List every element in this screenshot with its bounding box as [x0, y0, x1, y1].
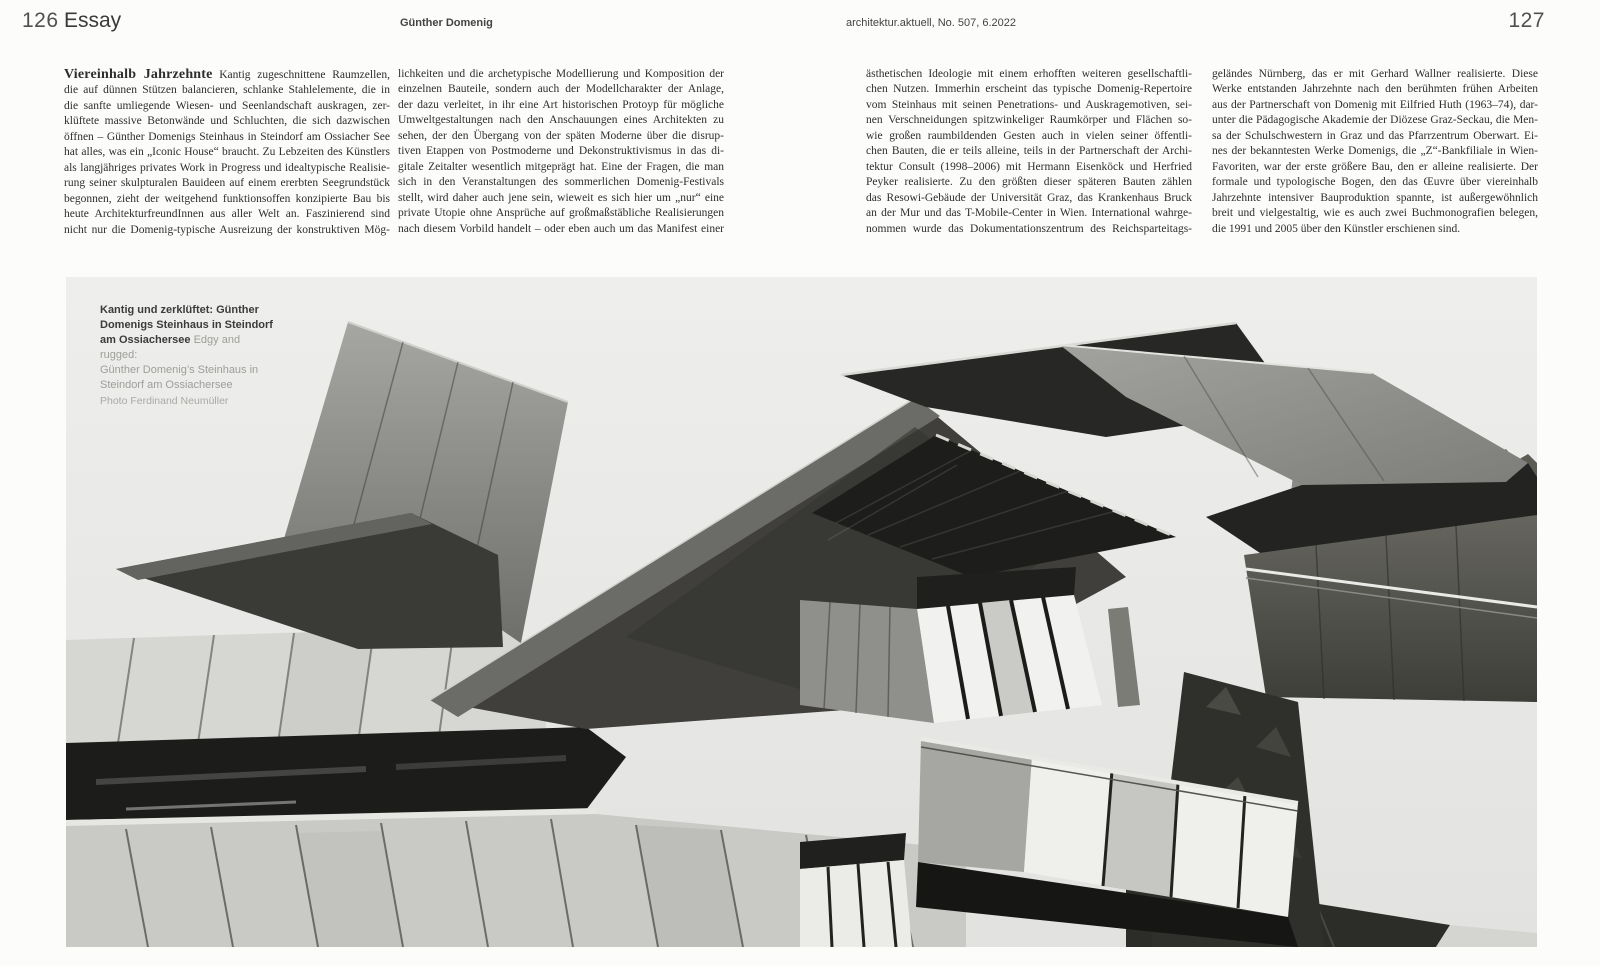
- steinhaus-photo: [66, 277, 1537, 947]
- text-line: öffnen – Günther Domenigs Steinhaus in Steindorf am Ossiacher See: [64, 130, 390, 143]
- text-line: chen Bauten, die er teils alleine, teils in der Partnerschaft der Archi-: [866, 145, 1192, 158]
- caption-photo-credit: Photo Ferdinand Neumüller: [100, 395, 229, 407]
- text-line: einzelnen Bauteile, sondern auch der Modellcharakter der Anlage,: [398, 83, 724, 96]
- text-line: die auf dünnen Stützen balancieren, schlanke Stahlelemente, die in: [64, 84, 390, 97]
- text-line: das Resowi-Gebäude der Universität Graz, das Krankenhaus Bruck: [866, 191, 1192, 204]
- caption-de-line: Domenigs Steinhaus in Steindorf: [100, 319, 273, 331]
- caption-mixed-line: [100, 333, 280, 363]
- caption-en-inline: Edgy and rugged:: [100, 334, 241, 361]
- caption-en-line: Steindorf am Ossiachersee: [100, 379, 233, 391]
- text-line: rung seiner skulpturalen Bauideen auf einem ererbten Seegrundstück: [64, 177, 390, 190]
- text-line: chen Nutzen. Immerhin erscheint das typische Domenig-Repertoire: [866, 83, 1192, 96]
- steinhaus-photo-art: [66, 277, 1537, 947]
- text-line: stellt, wird daher auch jene sein, wieweit es sich hier um „nur“ eine: [398, 191, 724, 204]
- section-title: Essay: [64, 9, 122, 32]
- text-line: sehen, der den Übergang von der späten Moderne über die disrup-: [398, 129, 724, 142]
- caption-de-last: am Ossiachersee: [100, 334, 191, 346]
- text-column-3: [866, 67, 1192, 237]
- page-header: [0, 0, 1600, 40]
- text-line: geländes Nürnberg, das er mit Gerhard Wallner realisierte. Diese: [1212, 68, 1538, 80]
- text-line: die 1991 und 2005 über den Künstler erschienen sind.: [1212, 222, 1461, 235]
- running-head-journal: architektur.aktuell, No. 507, 6.2022: [846, 17, 1016, 29]
- caption-en-line: Günther Domenig’s Steinhaus in: [100, 364, 259, 376]
- text-line: Peyker realisierte. Zu den größten dieser späteren Bauten zählen: [866, 176, 1192, 189]
- text-line: an der Mur und das T-Mobile-Center in Wien. International wahrge-: [866, 207, 1192, 220]
- text-line: vom Steinhaus mit seinen Penetrations- und Auskragemotiven, sei-: [866, 98, 1192, 111]
- text-line: tektur Consult (1998–2006) mit Hermann Eisenköck und Herfried: [866, 160, 1192, 173]
- window-band: [66, 727, 626, 820]
- text-line: der dazu verleitet, in ihr eine Art historischen Protoyp für mögliche: [398, 98, 724, 111]
- text-line: tiven Etappen von Postmoderne und Dekonstruktivismus in das di-: [398, 145, 724, 158]
- text-line: klüftete massive Betonwände und Schluchten, die sich dazwischen: [64, 115, 390, 128]
- text-line: wie großen raumbildenden Gesten auch in vielen seiner öffentli-: [866, 129, 1192, 142]
- text-line: hat alles, was ein „Iconic House“ braucht. Zu Lebzeiten des Künstlers: [64, 146, 390, 159]
- text-line: ästhetischen Ideologie mit einem erhofften weiteren gesellschaftli-: [866, 68, 1192, 80]
- text-column-4: [1212, 67, 1538, 237]
- text-column-2: [398, 67, 724, 237]
- text-line: heute ArchitekturfreundInnen aus aller Welt an. Faszinierend sind: [64, 208, 390, 221]
- text-line: nicht nur die Domenig-typische Ausreizung der konstruktiven Mög-: [64, 223, 390, 236]
- lead-in: Viereinhalb Jahrzehnte: [64, 67, 213, 82]
- text-line: lichkeiten und die archetypische Modellierung und Komposition der: [398, 68, 724, 80]
- text-line: private Utopie ohne Ansprüche auf großmaßstäbliche Realisierungen: [398, 207, 724, 220]
- page-number-right: 127: [1508, 9, 1545, 32]
- page-number-left: 126: [22, 9, 59, 32]
- caption-de-line: Kantig und zerklüftet: Günther: [100, 304, 259, 316]
- text-line: aus der Partnerschaft von Domenig mit Eilfried Huth (1963–74), dar-: [1212, 98, 1538, 111]
- text-line: nommen wurde das Dokumentationszentrum des Reichsparteitags-: [866, 222, 1192, 235]
- photo-caption: [100, 303, 280, 409]
- text-line: sich in den Veranstaltungen des sommerlichen Domenig-Festivals: [398, 176, 724, 189]
- text-column-1: [64, 67, 390, 238]
- text-line: unter die Pädagogische Akademie der Diözese Graz-Seckau, die Men-: [1212, 114, 1538, 127]
- text-line: Jahrzehnte intensiver Bauproduktion spannte, ist außergewöhnlich: [1212, 191, 1538, 204]
- text-line: begonnen, zieht der weitgehend funktionsoffen konzipierte Bau bis: [64, 192, 390, 205]
- text-line: Umweltgestaltungen nach den Anschauungen eines Architekten zu: [398, 114, 724, 127]
- text-line: sa der Schulschwestern in Graz und das Pfarrzentrum Oberwart. Ei-: [1212, 129, 1538, 142]
- text-line: breit und vielgestaltig, wie es auch zwei Buchmonografien belegen,: [1212, 207, 1538, 220]
- text-line: nen Verschneidungen spitzwinkeliger Raumkörper und Flächen so-: [866, 114, 1192, 127]
- text-line: die sanfte umliegende Wiesen- und Seenlandschaft auskragen, zer-: [64, 99, 390, 112]
- running-head-author: Günther Domenig: [400, 17, 493, 29]
- text-line: formale und typologische Bogen, den das Œuvre über viereinhalb: [1212, 176, 1538, 189]
- first-line-rest: Kantig zugeschnittene Raumzellen,: [219, 69, 390, 81]
- first-line: [64, 67, 390, 83]
- text-line: Favoriten, war der erste größere Bau, den er alleine realisierte. Der: [1212, 160, 1538, 173]
- text-line: nes der bekanntesten Werke Domenigs, die „Z“-Bankfiliale in Wien-: [1212, 145, 1538, 158]
- text-line: gitale Zeitalter wesentlich mitgeprägt hat. Eine der Fragen, die man: [398, 160, 724, 173]
- text-line: Werke entstanden Jahrzehnte nach den berühmten frühen Arbeiten: [1212, 83, 1538, 96]
- text-line: als langjähriges privates Work in Progress und idealtypische Realisie-: [64, 161, 390, 174]
- text-line: nach diesem Vorbild handelt – oder eben auch um das Manifest einer: [398, 222, 724, 235]
